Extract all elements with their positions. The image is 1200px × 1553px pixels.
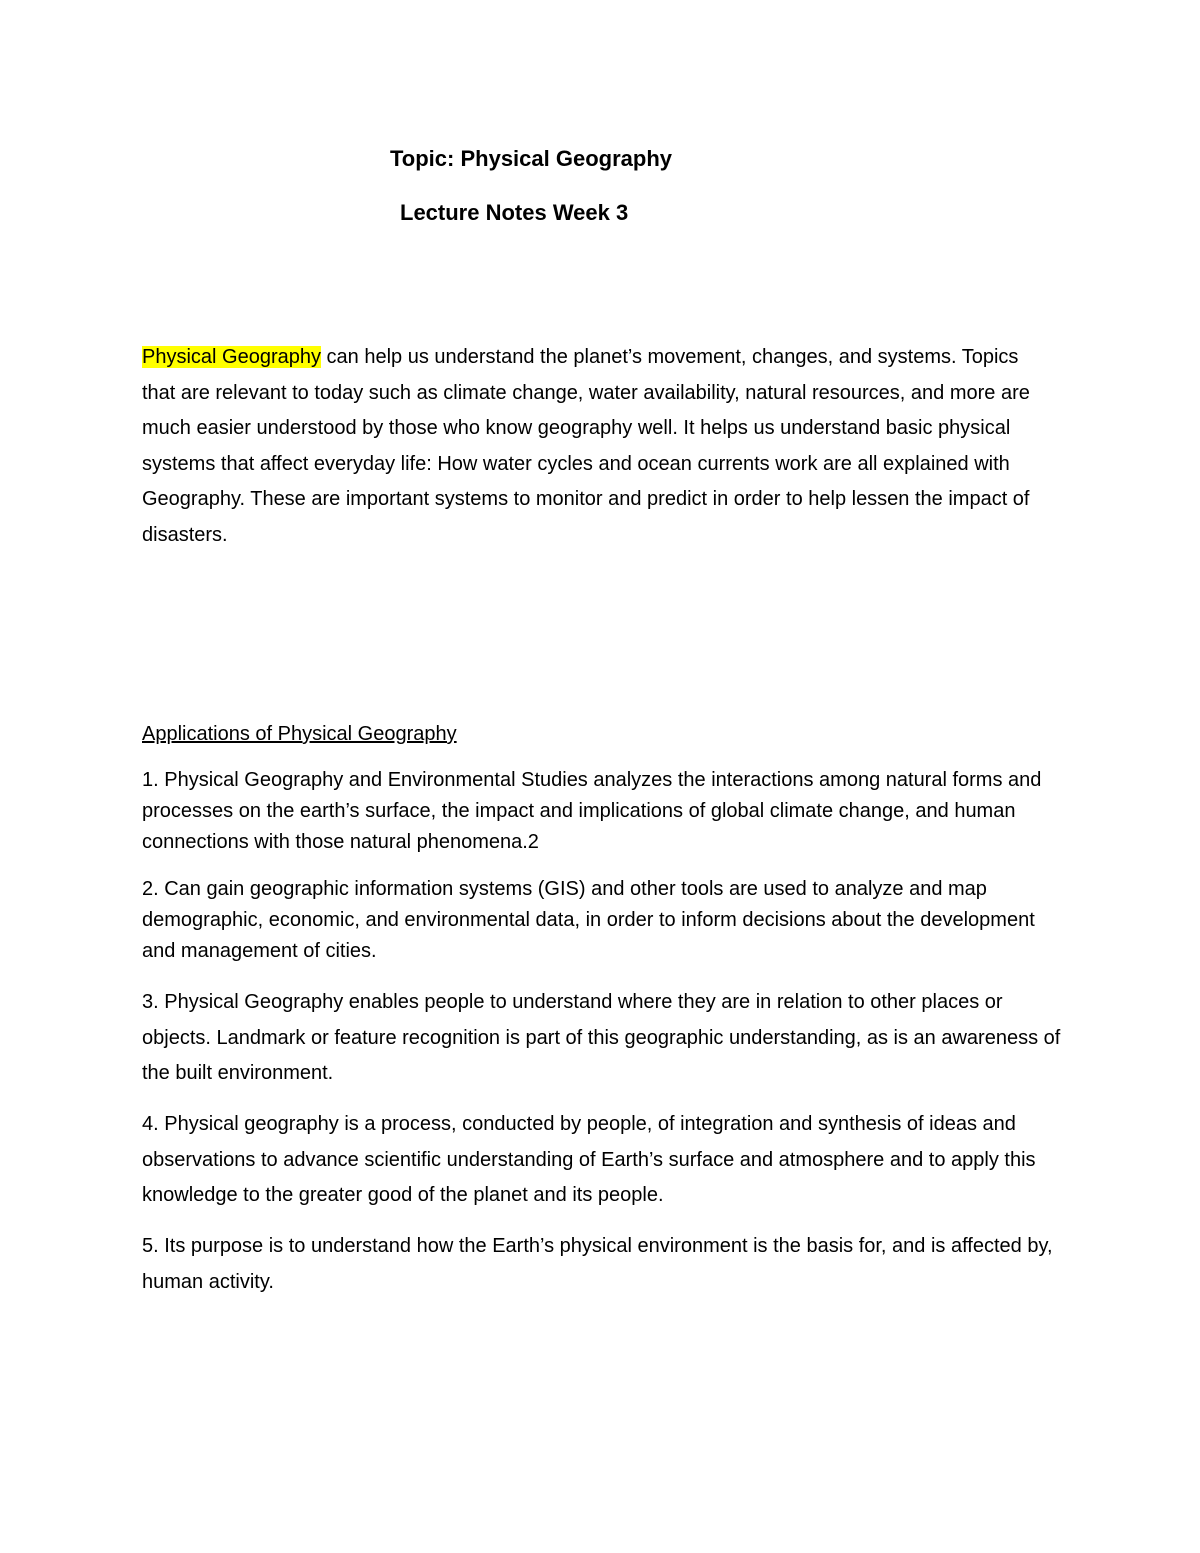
intro-text: can help us understand the planet’s movement, changes, and systems. Topics that are relevant to today such as climate change, water availability, natural resources, and more are much easier understood by those who know geography well. It helps us understand basic physical systems that affect everyday life: How water cycles and ocean currents work are all explained with Geography. These are important systems to monitor and predict in order to help lessen the impact of disasters. <box>142 346 1030 546</box>
application-item: 2. Can gain geographic information systems (GIS) and other tools are used to analyze and map demographic, economic, and environmental data, in order to inform decisions about the development and management of cities. <box>142 878 1035 962</box>
section-heading: Applications of Physical Geography <box>142 723 457 745</box>
application-item: 4. Physical geography is a process, conducted by people, of integration and synthesis of ideas and observations to advance scientific understanding of Earth’s surface and atmosphere and to apply this knowledge to the greater good of the planet and its people. <box>142 1113 1036 1206</box>
application-item: 5. Its purpose is to understand how the Earth’s physical environment is the basis for, and is affected by, human activity. <box>142 1235 1053 1293</box>
highlighted-term: Physical Geography <box>142 346 321 368</box>
application-item: 3. Physical Geography enables people to understand where they are in relation to other places or objects. Landmark or feature recognition is part of this geographic understanding, as is an awareness of the built environment. <box>142 991 1061 1084</box>
application-item: 1. Physical Geography and Environmental Studies analyzes the interactions among natural forms and processes on the earth’s surface, the impact and implications of global climate change, and human connections with those natural phenomena.2 <box>142 769 1042 853</box>
document-title: Topic: Physical Geography <box>390 146 672 171</box>
document-subtitle: Lecture Notes Week 3 <box>400 200 629 225</box>
intro-paragraph <box>142 340 1042 553</box>
